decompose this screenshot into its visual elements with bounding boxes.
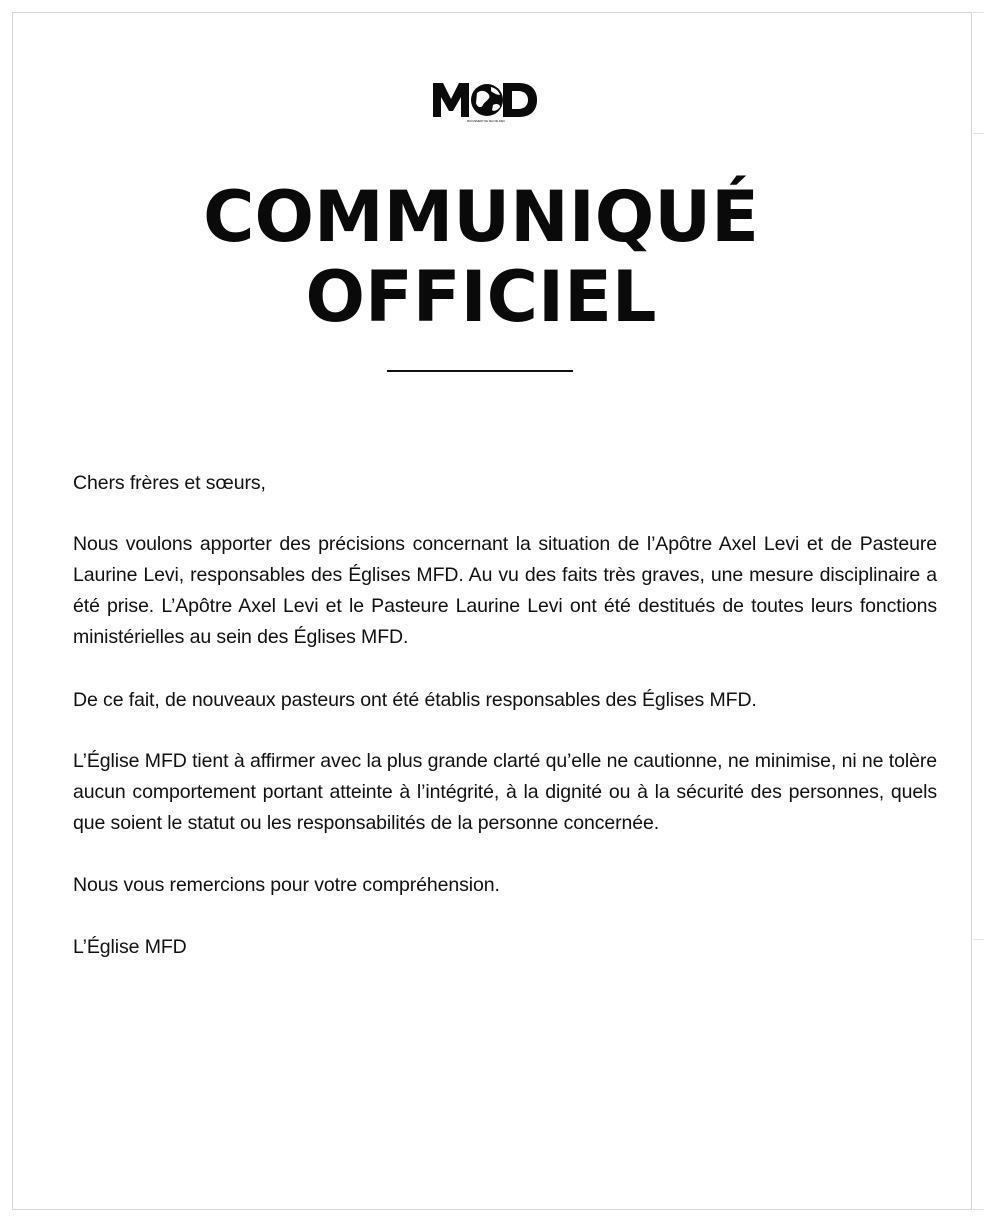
page-edge-tick — [973, 939, 984, 940]
globe-icon — [471, 84, 503, 116]
signature: L’Église MFD — [73, 936, 187, 958]
title-divider — [387, 370, 573, 372]
title-line-2: OFFICIEL — [305, 256, 657, 338]
closing: Nous vous remercions pour votre compréhension. — [73, 874, 500, 896]
document-page — [12, 12, 972, 1210]
greeting: Chers frères et sœurs, — [73, 472, 266, 494]
logo-letter-m — [433, 83, 469, 117]
paragraph-3: L’Église MFD tient à affirmer avec la plus grande clarté qu’elle ne cautionne, ne minimise, ni ne tolère aucun comportement portant atteinte à l’intégrité, à la dignité ou à la sécurité des personnes, quels que soient le statut ou les responsabilités de la personne concernée. — [73, 750, 937, 834]
page-edge-tick — [973, 133, 984, 134]
paragraph-2: De ce fait, de nouveaux pasteurs ont été établis responsables des Églises MFD. — [73, 689, 757, 711]
logo — [431, 79, 541, 123]
paragraph-1: Nous voulons apporter des précisions concernant la situation de l’Apôtre Axel Levi et de Pasteure Laurine Levi, responsables des Églises MFD. Au vu des faits très graves, une mesure disciplinaire a été prise. L’Apôtre Axel Levi et le Pasteure Laurine Levi ont été destitués de toutes leurs fonctions ministérielles au sein des Églises MFD. — [73, 533, 937, 648]
logo-tagline: MOUVEMENT DE FEU DE DIEU — [466, 120, 506, 123]
title-line-1: COMMUNIQUÉ — [203, 176, 759, 258]
adjacent-page-edge — [973, 12, 984, 1210]
logo-letter-d — [503, 83, 537, 117]
